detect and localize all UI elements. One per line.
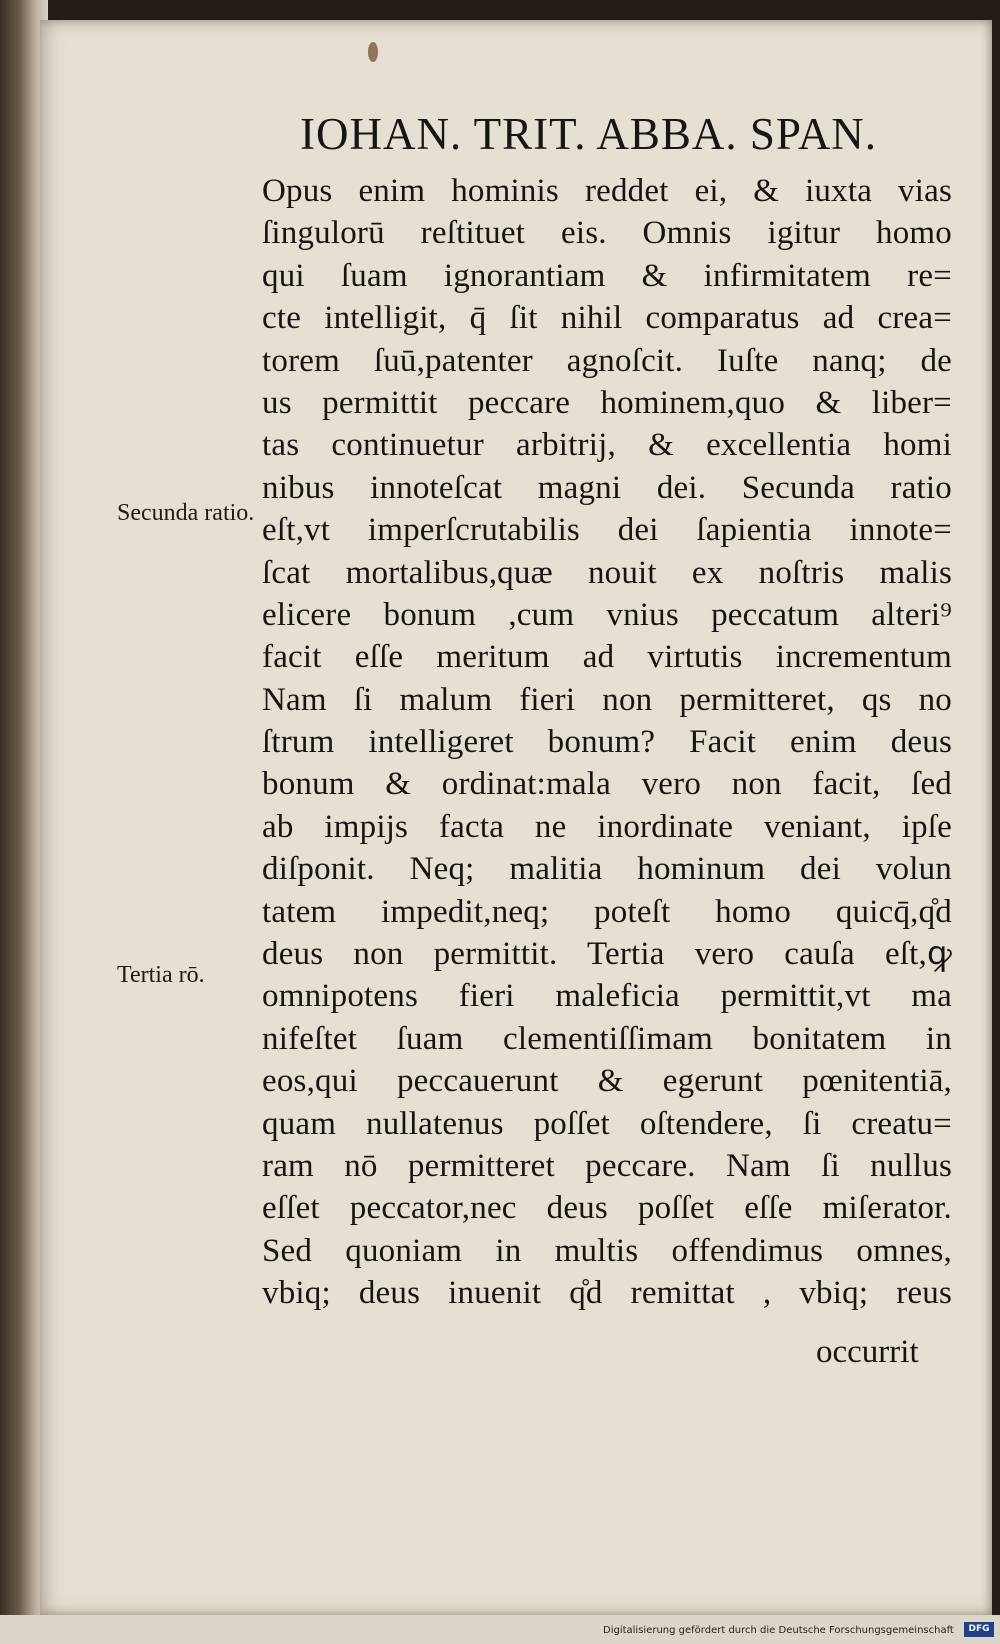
text-line: Sed quoniam in multis offendimus omnes, — [262, 1232, 952, 1269]
text-line: facit eſſe meritum ad virtutis incrementum — [262, 639, 952, 676]
dfg-logo-icon: DFG — [964, 1622, 994, 1637]
text-line: deus non permittit. Tertia vero cauſa eſt,ꝙ — [262, 936, 952, 973]
margin-note-secunda: Secunda ratio. — [117, 500, 255, 526]
text-line: Nam ſi malum fieri non permitteret, qs no — [262, 681, 952, 718]
text-line: ſingulorū reſtituet eis. Omnis igitur homo — [262, 215, 952, 252]
digitization-credit: Digitalisierung gefördert durch die Deutsche Forschungsgemeinschaft — [603, 1625, 954, 1636]
text-line: quam nullatenus poſſet oſtendere, ſi creatu= — [262, 1105, 952, 1142]
text-line: tatem impedit,neq; poteſt homo quicq̄,q̊d — [262, 893, 952, 930]
text-line: qui ſuam ignorantiam & infirmitatem re= — [262, 257, 952, 294]
text-line: torem ſuū,patenter agnoſcit. Iuſte nanq; de — [262, 342, 952, 379]
text-line: nibus innoteſcat magni dei. Secunda ratio — [262, 469, 952, 506]
text-line: eſt,vt imperſcrutabilis dei ſapientia innote= — [262, 512, 952, 549]
text-line: Opus enim hominis reddet ei, & iuxta vias — [262, 173, 952, 209]
text-line: ram nō permitteret peccare. Nam ſi nullus — [262, 1147, 952, 1184]
catchword: occurrit — [816, 1334, 919, 1370]
text-line: tas continuetur arbitrij, & excellentia homi — [262, 427, 952, 464]
ink-stain — [368, 42, 378, 62]
main-text — [262, 170, 952, 1315]
running-head: IOHAN. TRIT. ABBA. SPAN. — [300, 109, 878, 159]
text-line: ſtrum intelligeret bonum? Facit enim deus — [262, 724, 952, 761]
text-line: us permittit peccare hominem,quo & liber= — [262, 384, 952, 421]
text-line: eſſet peccator,nec deus poſſet eſſe miſerator. — [262, 1190, 952, 1227]
text-line: eos,qui peccauerunt & egerunt pœnitentiā, — [262, 1063, 952, 1100]
text-line: diſponit. Neq; malitia hominum dei volun — [262, 851, 952, 888]
text-line: nifeſtet ſuam clementiſſimam bonitatem in — [262, 1020, 952, 1057]
margin-note-tertia: Tertia rō. — [117, 962, 205, 988]
text-line: vbiq; deus inuenit q̊d remittat , vbiq; reus — [262, 1275, 952, 1312]
text-line: ſcat mortalibus,quæ nouit ex noſtris malis — [262, 554, 952, 591]
text-line: ab impijs facta ne inordinate veniant, ipſe — [262, 808, 952, 845]
text-line: bonum & ordinat:mala vero non facit, ſed — [262, 766, 952, 803]
text-line: omnipotens fieri maleficia permittit,vt ma — [262, 978, 952, 1015]
text-line: cte intelligit, q̄ ſit nihil comparatus ad crea= — [262, 300, 952, 337]
text-line: elicere bonum ,cum vnius peccatum alteri⁹ — [262, 596, 952, 633]
